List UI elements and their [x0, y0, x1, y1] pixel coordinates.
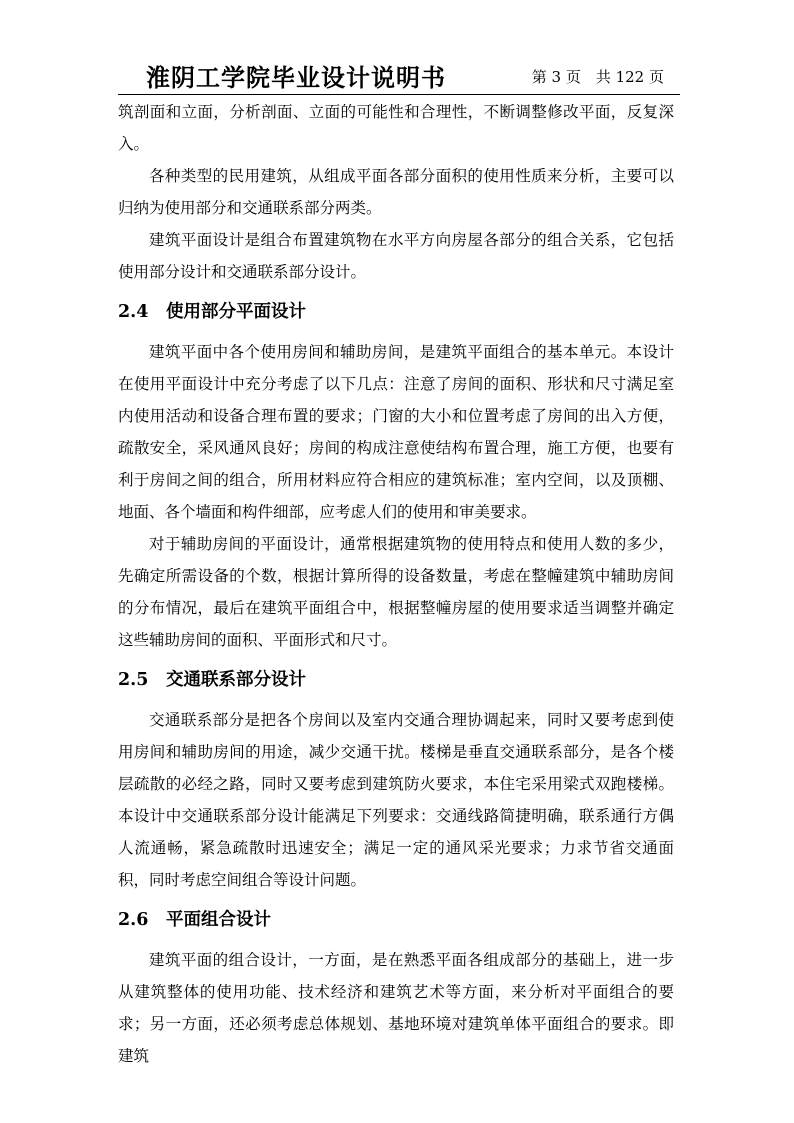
- section-heading-2-5: [118, 664, 674, 696]
- paragraph: 交通联系部分是把各个房间以及室内交通合理协调起来，同时又要考虑到使用房间和辅助房间的用途，减少交通干扰。楼梯是垂直交通联系部分，是各个楼层疏散的必经之路，同时又要考虑到建筑防火要求，本住宅采用梁式双跑楼梯。本设计中交通联系部分设计能满足下列要求：交通线路简捷明确，联系通行方偶人流通畅，紧急疏散时迅速安全；满足一定的通风采光要求；力求节省交通面积，同时考虑空间组合等设计问题。: [118, 711, 674, 889]
- paragraph: 筑剖面和立面，分析剖面、立面的可能性和合理性，不断调整修改平面，反复深入。: [118, 103, 674, 153]
- header-title: 淮阴工学院毕业设计说明书: [146, 63, 446, 92]
- section-title: 交通联系部分设计: [166, 670, 306, 690]
- section-heading-2-4: [118, 296, 674, 328]
- section-number: 2.6: [118, 910, 149, 930]
- section-heading-2-6: [118, 904, 674, 936]
- section-title: 平面组合设计: [166, 910, 271, 930]
- section-number: 2.5: [118, 670, 149, 690]
- header-page-info: 第 3 页 共 122 页: [531, 68, 664, 86]
- paragraph: 建筑平面中各个使用房间和辅助房间，是建筑平面组合的基本单元。本设计在使用平面设计中充分考虑了以下几点：注意了房间的面积、形状和尺寸满足室内使用活动和设备合理布置的要求；门窗的大小和位置考虑了房间的出入方便，疏散安全，采风通风良好；房间的构成注意使结构布置合理，施工方便，也要有利于房间之间的组合，所用材料应符合相应的建筑标准；室内空间，以及顶棚、地面、各个墙面和构件细部，应考虑人们的使用和审美要求。: [118, 343, 674, 521]
- section-title: 使用部分平面设计: [166, 302, 306, 322]
- paragraph: 建筑平面设计是组合布置建筑物在水平方向房屋各部分的组合关系，它包括使用部分设计和交通联系部分设计。: [118, 231, 674, 281]
- section-number: 2.4: [118, 302, 149, 322]
- paragraph: 各种类型的民用建筑，从组成平面各部分面积的使用性质来分析，主要可以归纳为使用部分和交通联系部分两类。: [118, 167, 674, 217]
- paragraph: 建筑平面的组合设计，一方面，是在熟悉平面各组成部分的基础上，进一步从建筑整体的使用功能、技术经济和建筑艺术等方面，来分析对平面组合的要求；另一方面，还必须考虑总体规划、基地环境对建筑单体平面组合的要求。即建筑: [118, 951, 674, 1065]
- page-header: [118, 54, 680, 95]
- document-body: [118, 96, 674, 1072]
- paragraph: 对于辅助房间的平面设计，通常根据建筑物的使用特点和使用人数的多少，先确定所需设备的个数，根据计算所得的设备数量，考虑在整幢建筑中辅助房间的分布情况，最后在建筑平面组合中，根据整幢房屋的使用要求适当调整并确定这些辅助房间的面积、平面形式和尺寸。: [118, 535, 674, 649]
